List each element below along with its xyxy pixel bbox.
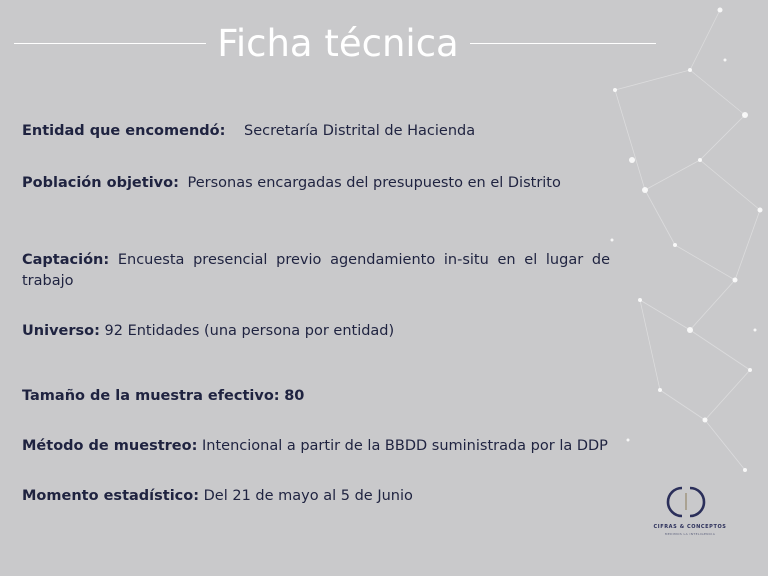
field-muestra <box>22 386 304 407</box>
title-row <box>14 22 656 68</box>
title-rule-left <box>14 43 206 44</box>
field-value: Del 21 de mayo al 5 de Junio <box>203 488 413 504</box>
field-label: Tamaño de la muestra efectivo: <box>22 388 280 404</box>
field-label: Momento estadístico: <box>22 488 200 504</box>
field-universo <box>22 321 394 342</box>
logo-name: CIFRAS & CONCEPTOS <box>653 524 727 530</box>
field-label: Método de muestreo: <box>22 438 198 454</box>
field-metodo <box>22 436 608 457</box>
field-value: 80 <box>284 388 305 404</box>
field-label: Entidad que encomendó: <box>22 123 226 139</box>
field-label: Captación: <box>22 252 110 268</box>
logo-tagline: MEDIMOS LA INTELIGENCIA <box>664 532 716 536</box>
field-momento <box>22 486 413 507</box>
field-value: Encuesta presencial previo agendamiento in-situ en el lugar de trabajo <box>22 252 610 289</box>
company-logo <box>652 484 728 544</box>
logo-c-right-icon <box>690 488 704 516</box>
page-title: Ficha técnica <box>217 22 459 65</box>
field-value: Intencional a partir de la BBDD suministrada por la DDP <box>202 438 608 454</box>
field-captacion <box>22 250 610 292</box>
field-entidad <box>22 121 475 142</box>
field-value: Personas encargadas del presupuesto en el Distrito <box>187 175 561 191</box>
field-poblacion <box>22 173 561 194</box>
title-rule-right <box>470 43 656 44</box>
field-value: 92 Entidades (una persona por entidad) <box>104 323 395 339</box>
logo-c-left-icon <box>668 488 682 516</box>
field-label: Universo: <box>22 323 100 339</box>
field-label: Población objetivo: <box>22 175 179 191</box>
field-value: Secretaría Distrital de Hacienda <box>244 123 476 139</box>
